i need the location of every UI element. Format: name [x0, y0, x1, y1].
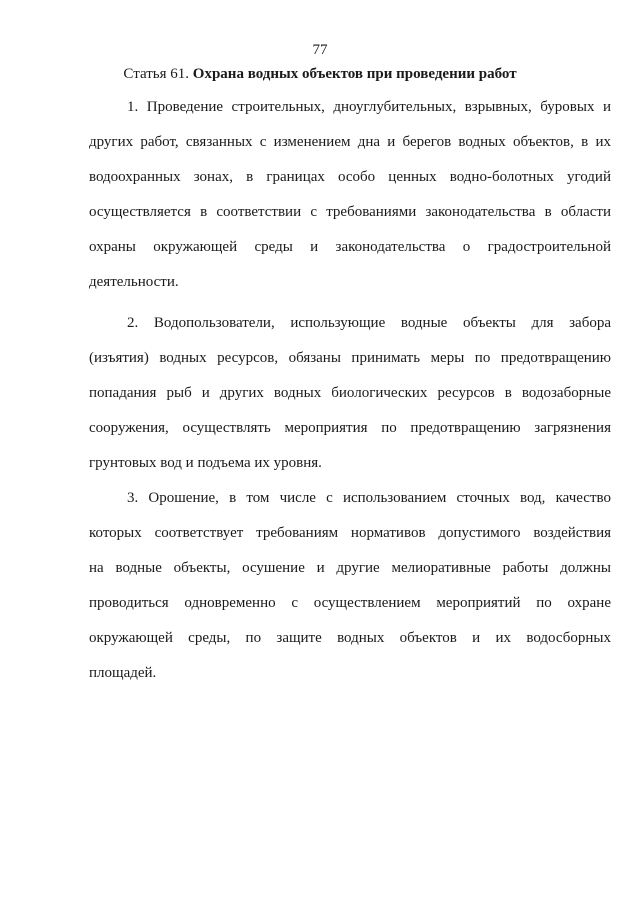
article-heading: Охрана водных объектов при проведении работ: [192, 66, 517, 82]
paragraph-line: деятельности.: [89, 274, 179, 290]
paragraph-line: которых соответствует требованиям нормативов допустимого воздействия: [89, 525, 611, 541]
paragraph-line: площадей.: [89, 665, 157, 681]
paragraph-line: грунтовых вод и подъема их уровня.: [89, 455, 322, 471]
paragraph-line: проводиться одновременно с осуществлением мероприятий по охране: [89, 595, 611, 611]
paragraph-line: на водные объекты, осушение и другие мелиоративные работы должны: [89, 560, 611, 576]
paragraph-3: [89, 481, 611, 691]
paragraph-line: попадания рыб и других водных биологических ресурсов в водозаборные: [89, 385, 611, 401]
paragraph-line: водоохранных зонах, в границах особо ценных водно-болотных угодий: [89, 169, 611, 185]
article-label: Статья 61.: [123, 66, 190, 82]
paragraph-line: осуществляется в соответствии с требованиями законодательства в области: [89, 204, 611, 220]
paragraph-2: [89, 306, 611, 481]
paragraph-line: охраны окружающей среды и законодательства о градостроительной: [89, 239, 611, 255]
paragraph-line: (изъятия) водных ресурсов, обязаны принимать меры по предотвращению: [89, 350, 611, 366]
paragraph-line: окружающей среды, по защите водных объектов и их водосборных: [89, 630, 611, 646]
paragraph-1: [89, 90, 611, 300]
paragraph-line: 1. Проведение строительных, дноуглубительных, взрывных, буровых и: [127, 99, 611, 115]
paragraph-line: 2. Водопользователи, использующие водные объекты для забора: [127, 315, 611, 331]
paragraph-line: 3. Орошение, в том числе с использованием сточных вод, качество: [127, 490, 611, 506]
paragraph-line: сооружения, осуществлять мероприятия по предотвращению загрязнения: [89, 420, 611, 436]
paragraph-line: других работ, связанных с изменением дна и берегов водных объектов, в их: [89, 134, 611, 150]
article-title: [0, 66, 640, 83]
page-number: 77: [312, 42, 328, 58]
